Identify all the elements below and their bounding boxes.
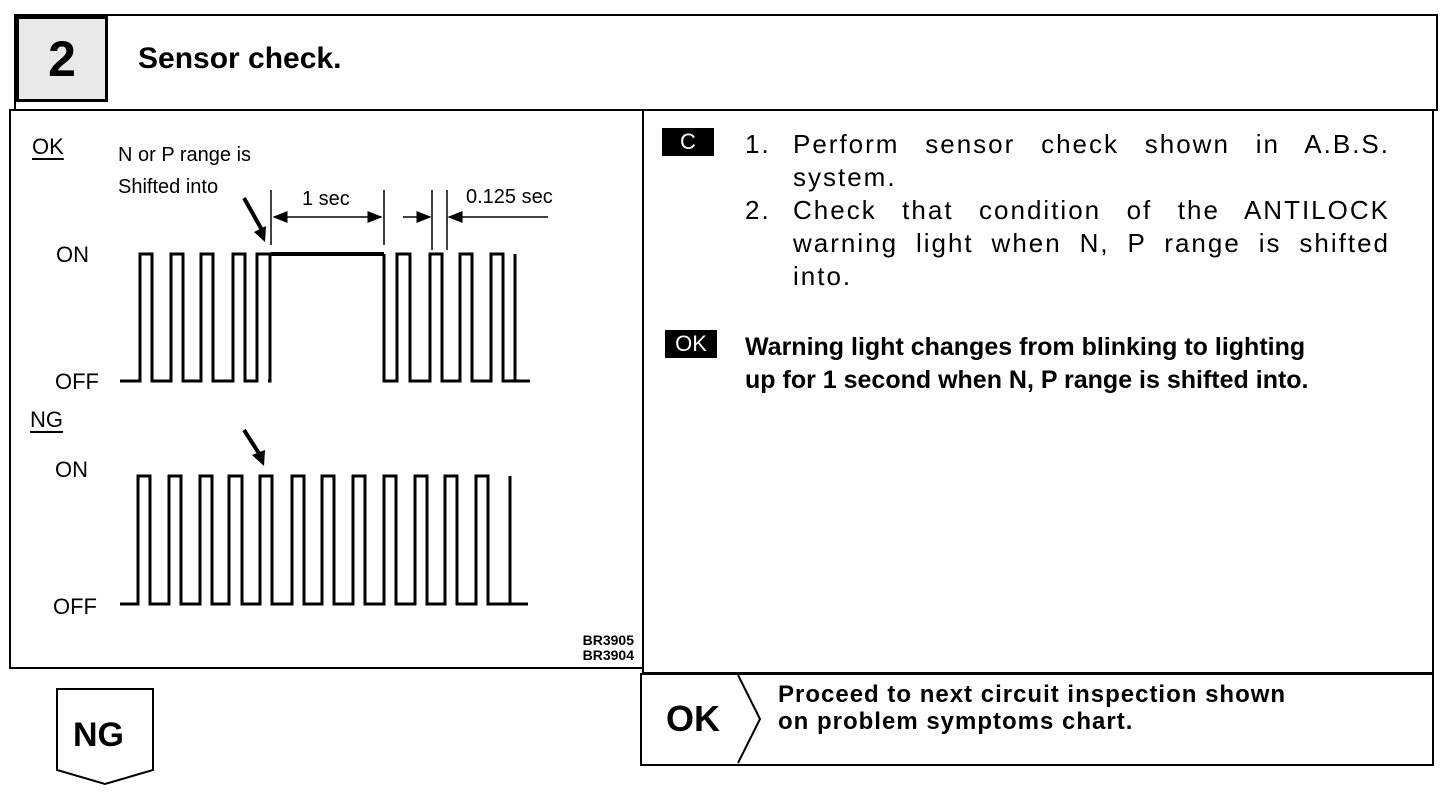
instruction-1-line1: Perform sensor check shown in A.B.S.	[793, 129, 1390, 159]
instruction-1-num: 1.	[745, 129, 771, 159]
instruction-2-num: 2.	[745, 195, 771, 225]
ok-branch-line2: on problem symptoms chart.	[778, 708, 1134, 735]
ng-branch-label: NG	[73, 716, 124, 754]
ng-shift-arrow	[244, 430, 260, 455]
ok-result-line1: Warning light changes from blinking to lighting	[745, 333, 1306, 361]
ok-branch-label: OK	[666, 698, 720, 739]
dim-1sec-label: 1 sec	[302, 188, 350, 210]
ok-branch-text	[778, 681, 1418, 735]
figure-code-1: BR3905	[582, 632, 634, 648]
annotation-line2: Shifted into	[118, 176, 219, 198]
figure-code-2: BR3904	[582, 647, 634, 663]
instruction-2-line1: Check that condition of the ANTILOCK	[793, 195, 1390, 225]
ok-result-badge: OK	[665, 330, 717, 358]
instruction-1	[745, 128, 1395, 194]
ng-off-label: OFF	[53, 594, 97, 619]
instruction-2-line3: into.	[793, 261, 853, 291]
ok-on-label: ON	[56, 242, 89, 267]
instruction-2	[745, 194, 1395, 293]
instruction-1-line2: system.	[793, 162, 897, 192]
step-number: 2	[16, 16, 108, 102]
ok-off-label: OFF	[55, 369, 99, 394]
ok-label: OK	[32, 134, 64, 159]
dim-period-label: 0.125 sec	[466, 186, 553, 208]
condition-badge: C	[662, 128, 714, 156]
ok-waveform-resume	[384, 254, 530, 381]
ng-on-label: ON	[55, 457, 88, 482]
ok-waveform	[120, 254, 270, 381]
annotation-line1: N or P range is	[118, 144, 252, 166]
instruction-2-line2: warning light when N, P range is shifted	[793, 228, 1390, 258]
ok-shift-arrow	[244, 198, 262, 230]
ng-label: NG	[30, 407, 63, 432]
ok-result-text	[745, 331, 1415, 397]
ok-result-line2: up for 1 second when N, P range is shifted into.	[745, 366, 1309, 394]
step-title: Sensor check.	[138, 42, 342, 75]
ng-waveform	[120, 476, 528, 604]
ok-branch-line1: Proceed to next circuit inspection shown	[778, 681, 1287, 708]
